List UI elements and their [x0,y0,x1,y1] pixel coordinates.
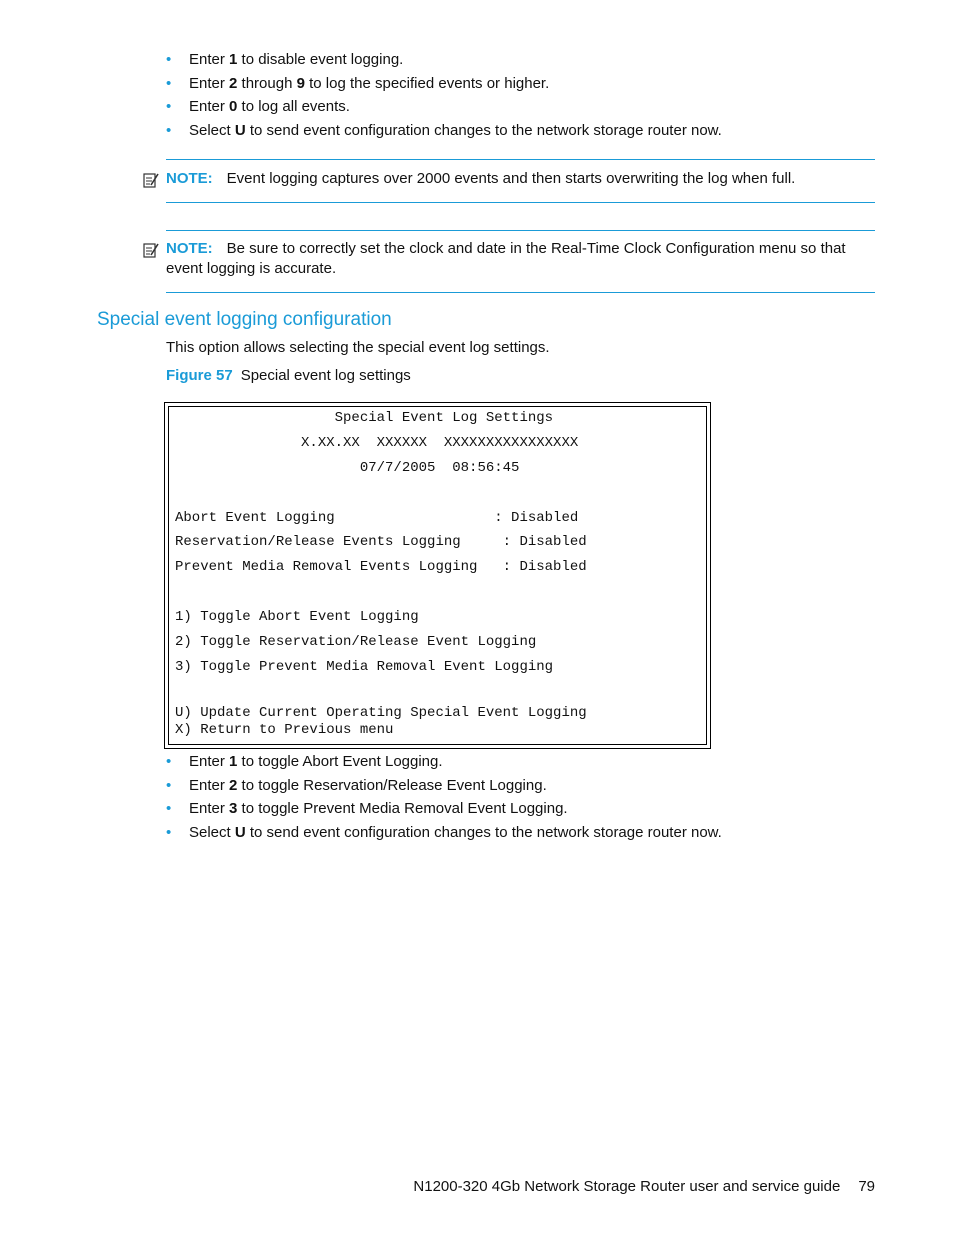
note-label: NOTE: [166,170,213,187]
note-text: Event logging captures over 2000 events and then starts overwriting the log when full. [226,170,796,187]
terminal-line: U) Update Current Operating Special Event Logging [175,704,587,721]
terminal-line: X.XX.XX XXXXXX XXXXXXXXXXXXXXXX [175,434,579,451]
page-number: 79 [858,1178,875,1195]
terminal-line: Reservation/Release Events Logging : Disabled [175,534,587,551]
terminal-line: Prevent Media Removal Events Logging : Disabled [175,559,587,576]
list-item: • Select U to send event configuration changes to the network storage router now. [166,121,722,139]
list-item: • Select U to send event configuration changes to the network storage router now. [166,823,722,841]
bullet-list-bottom [166,752,722,846]
terminal-line: X) Return to Previous menu [175,721,394,738]
list-item: • Enter 1 to toggle Abort Event Logging. [166,753,443,770]
terminal-line [175,481,587,506]
terminal-text [175,406,587,739]
note-icon [143,172,159,188]
terminal-screen [164,402,711,749]
terminal-line: Abort Event Logging : Disabled [175,509,579,526]
terminal-line [175,580,587,605]
bullet-list-top [166,50,722,144]
note-box [166,230,875,293]
list-item: • Enter 2 through 9 to log the specified events or higher. [166,74,550,92]
section-heading: Special event logging configuration [97,309,392,330]
note-icon [143,242,159,258]
intro-paragraph: This option allows selecting the special event log settings. [166,339,550,356]
footer-title: N1200-320 4Gb Network Storage Router user and service guide [413,1178,841,1195]
terminal-line: 2) Toggle Reservation/Release Event Logging [175,634,537,651]
note-box [166,159,875,203]
figure-label: Figure 57 [166,367,233,384]
figure-title: Special event log settings [240,367,411,384]
list-item: • Enter 3 to toggle Prevent Media Removal Event Logging. [166,800,568,817]
figure-caption [166,367,411,384]
terminal-line: 07/7/2005 08:56:45 [175,459,520,476]
note-label: NOTE: [166,240,213,257]
list-item: • Enter 1 to disable event logging. [166,51,404,68]
terminal-line: 1) Toggle Abort Event Logging [175,609,419,626]
page-footer [0,1178,875,1195]
note-text: Be sure to correctly set the clock and date in the Real-Time Clock Configuration menu so that event logging is accurate. [166,240,846,277]
list-item: • Enter 0 to log all events. [166,98,350,115]
terminal-line: Special Event Log Settings [175,410,554,426]
terminal-line: 3) Toggle Prevent Media Removal Event Logging [175,658,554,675]
terminal-line [175,680,587,705]
list-item: • Enter 2 to toggle Reservation/Release Event Logging. [166,776,547,794]
